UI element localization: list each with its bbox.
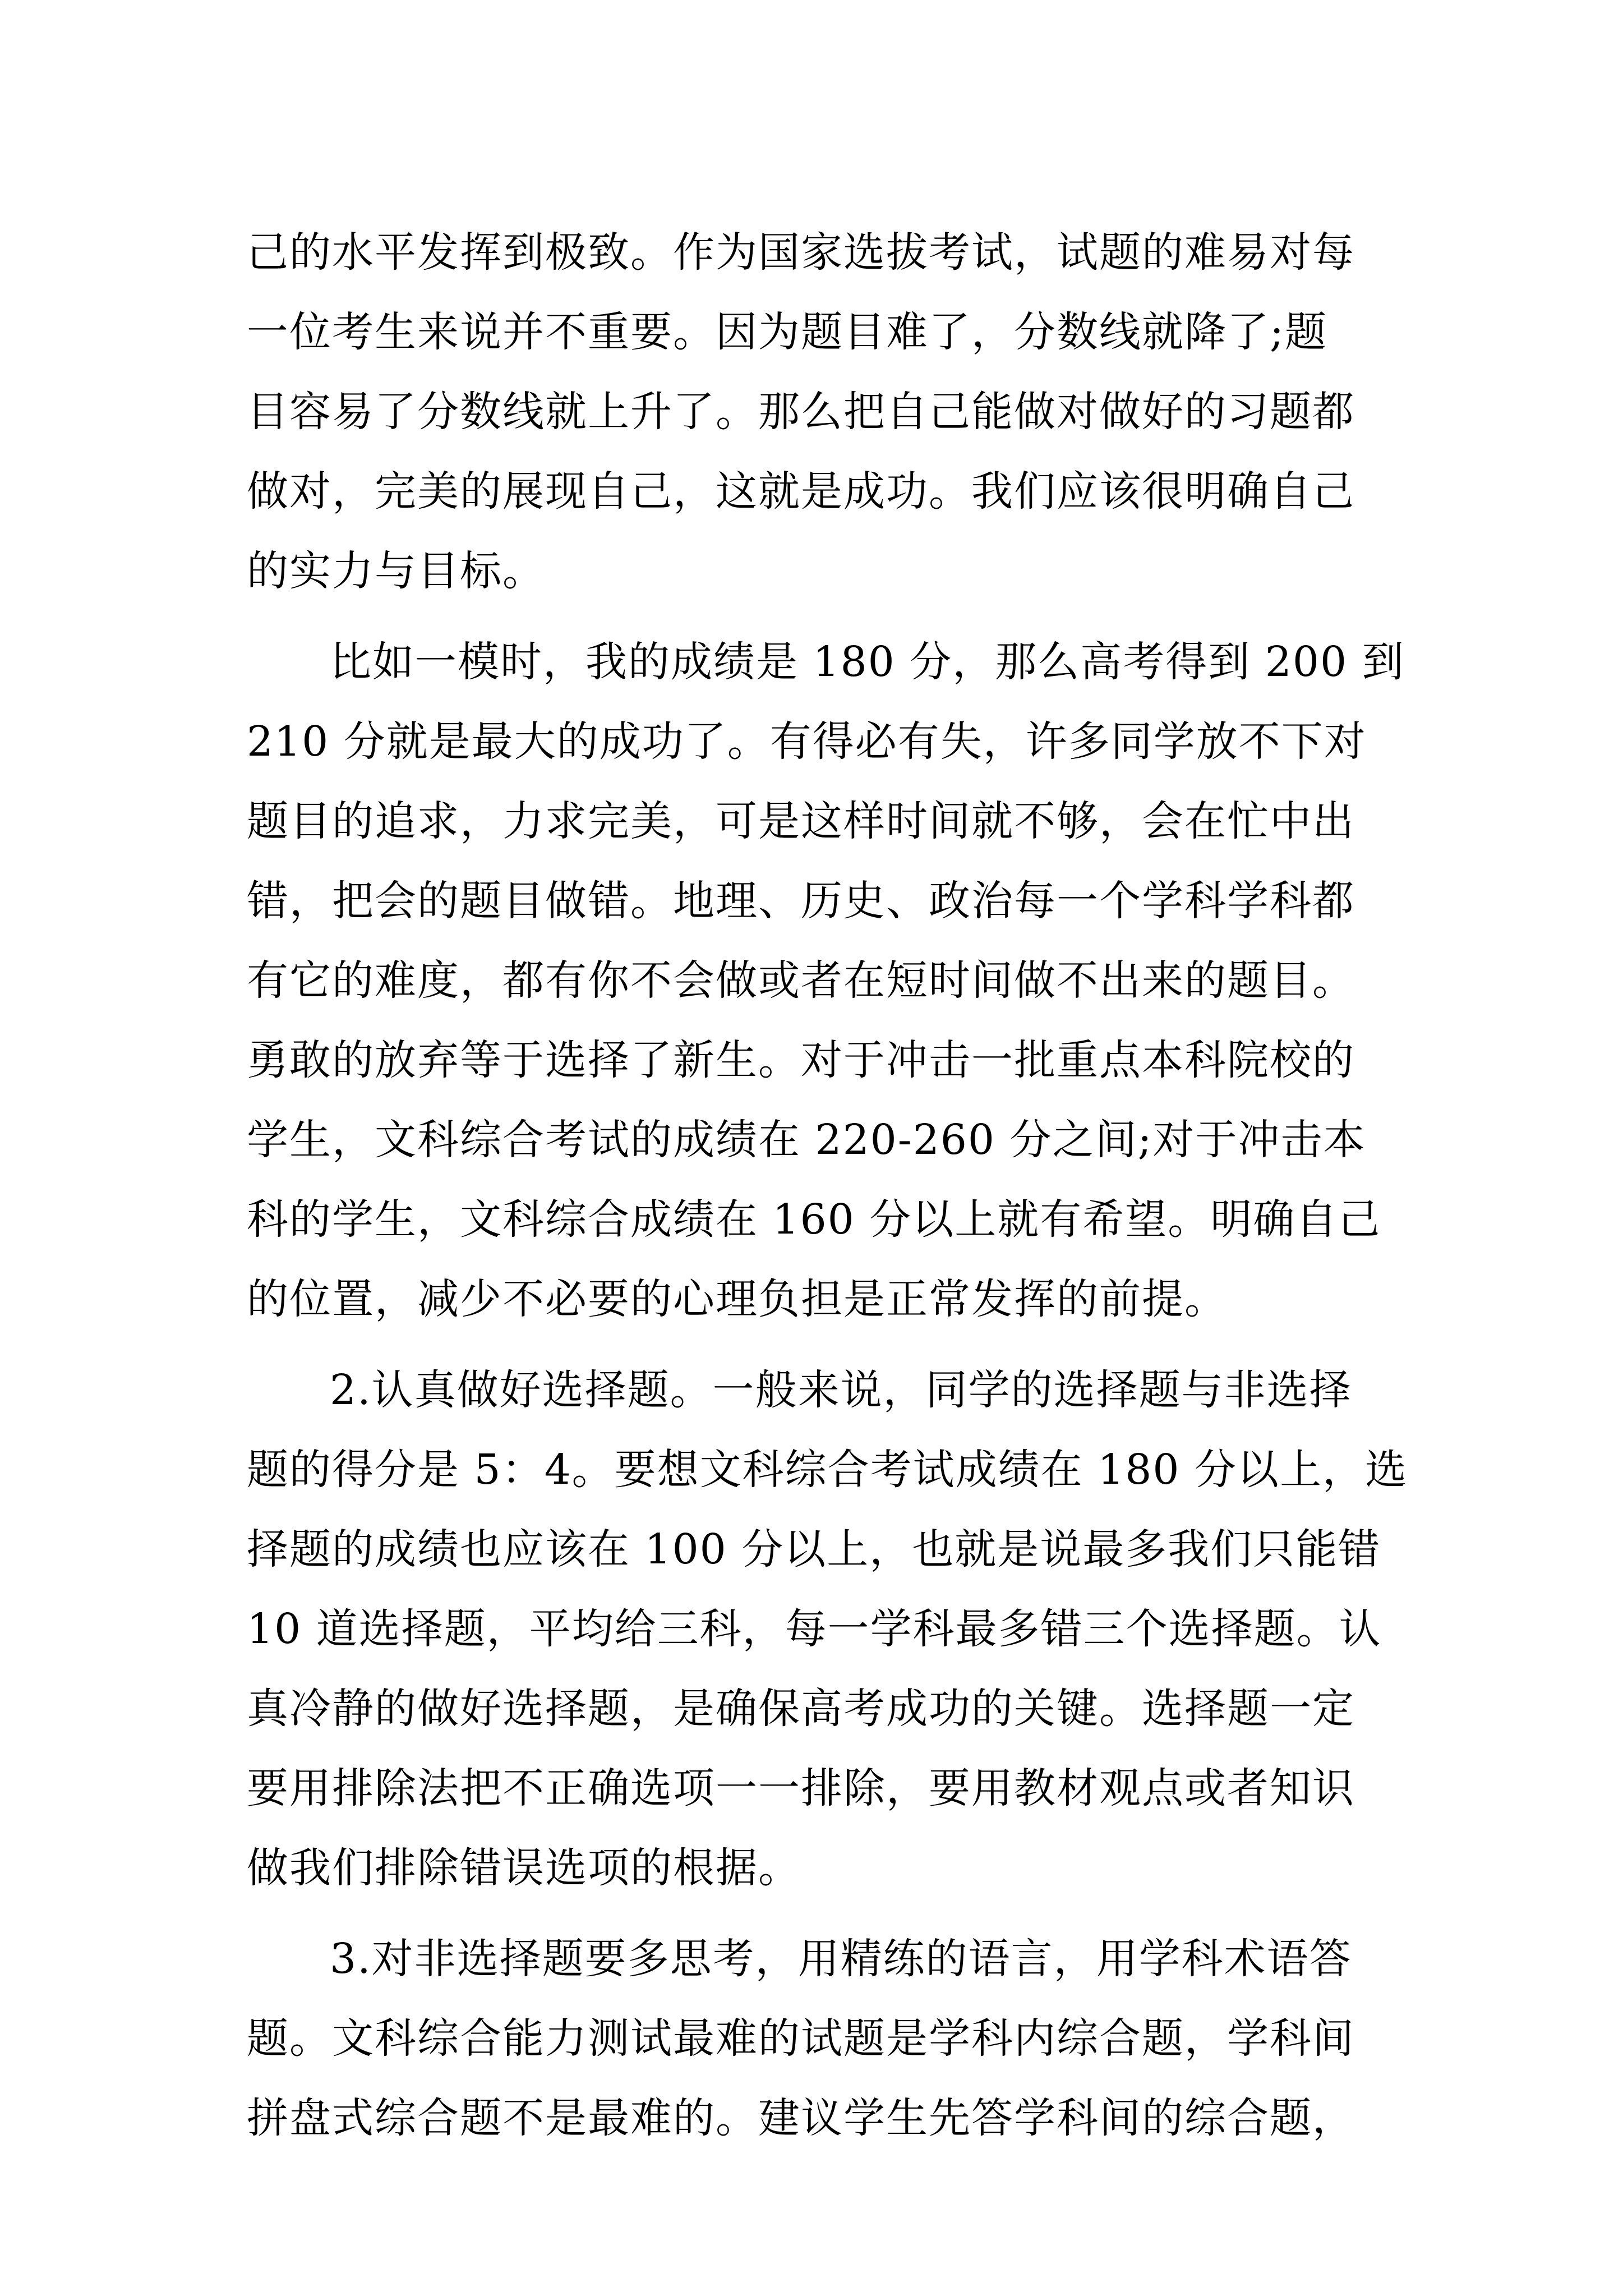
- text-line: 210 分就是最大的成功了。有得必有失，许多同学放不下对: [247, 717, 1367, 766]
- text-line: 拼盘式综合题不是最难的。建议学生先答学科间的综合题，: [247, 2094, 1355, 2142]
- text-line: 己的水平发挥到极致。作为国家选拔考试，试题的难易对每: [247, 228, 1355, 277]
- text-line: 有它的难度，都有你不会做或者在短时间做不出来的题目。: [247, 956, 1355, 1005]
- text-line: 题的得分是 5：4。要想文科综合考试成绩在 180 分以上，选: [247, 1446, 1408, 1494]
- paragraph-first-line: 2.认真做好选择题。一般来说，同学的选择题与非选择: [330, 1366, 1352, 1414]
- text-line: 的实力与目标。: [247, 547, 545, 595]
- text-line: 10 道选择题，平均给三科，每一学科最多错三个选择题。认: [247, 1605, 1382, 1653]
- text-line: 勇敢的放弃等于选择了新生。对于冲击一批重点本科院校的: [247, 1036, 1355, 1084]
- text-line: 的位置，减少不必要的心理负担是正常发挥的前提。: [247, 1275, 1227, 1323]
- text-line: 目容易了分数线就上升了。那么把自己能做对做好的习题都: [247, 388, 1355, 436]
- text-line: 题。文科综合能力测试最难的试题是学科内综合题，学科间: [247, 2014, 1355, 2063]
- text-line: 科的学生，文科综合成绩在 160 分以上就有希望。明确自己: [247, 1195, 1381, 1244]
- text-line: 要用排除法把不正确选项一一排除，要用教材观点或者知识: [247, 1764, 1355, 1812]
- text-line: 一位考生来说并不重要。因为题目难了，分数线就降了;题: [247, 308, 1327, 356]
- text-line: 择题的成绩也应该在 100 分以上，也就是说最多我们只能错: [247, 1525, 1381, 1573]
- text-line: 做对，完美的展现自己，这就是成功。我们应该很明确自己: [247, 467, 1355, 516]
- paragraph-first-line: 3.对非选择题要多思考，用精练的语言，用学科术语答: [330, 1935, 1352, 1983]
- text-line: 真冷静的做好选择题，是确保高考成功的关键。选择题一定: [247, 1685, 1355, 1733]
- text-line: 错，把会的题目做错。地理、历史、政治每一个学科学科都: [247, 877, 1355, 925]
- paragraph-first-line: 比如一模时，我的成绩是 180 分，那么高考得到 200 到: [330, 638, 1405, 686]
- text-line: 学生，文科综合考试的成绩在 220-260 分之间;对于冲击本: [247, 1116, 1366, 1164]
- text-line: 题目的追求，力求完美，可是这样时间就不够，会在忙中出: [247, 797, 1355, 845]
- text-line: 做我们排除错误选项的根据。: [247, 1844, 801, 1892]
